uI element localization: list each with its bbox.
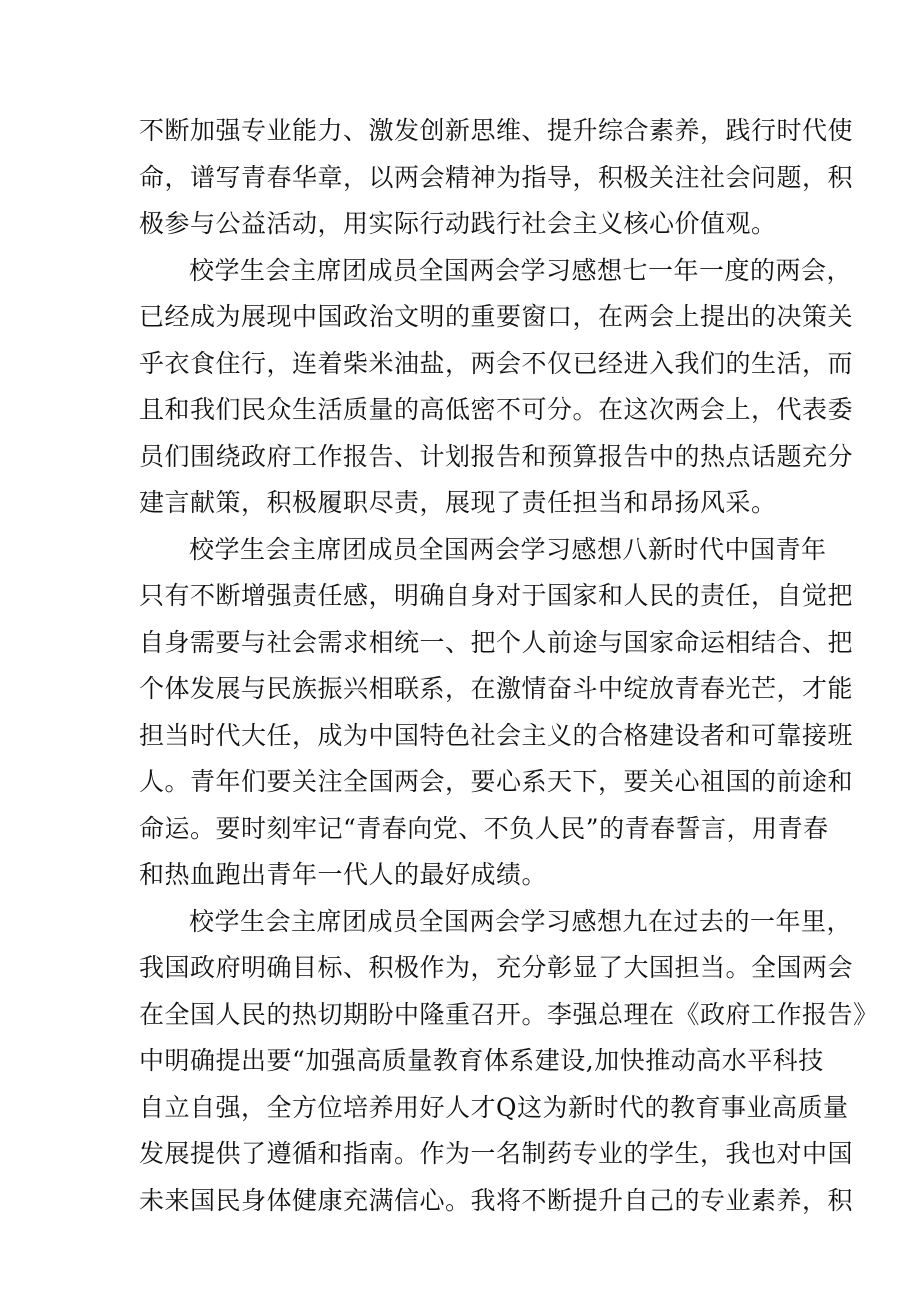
text-line: 极参与公益活动，用实际行动践行社会主义核心价值观。: [139, 209, 777, 238]
text-line: 命运。要时刻牢记“青春向党、不负人民”的青春誓言，用青春: [139, 813, 829, 843]
text-line: 校学生会主席团成员全国两会学习感想七一年一度的两会，: [189, 255, 853, 285]
body-text: [139, 108, 879, 1224]
text-line: 未来国民身体健康充满信心。我将不断提升自己的专业素养，积: [139, 1185, 854, 1215]
paragraph-3: [139, 527, 854, 899]
paragraph-1: [139, 108, 854, 248]
text-line: 自身需要与社会需求相统一、把个人前途与国家命运相结合、把: [139, 627, 854, 657]
text-line: 且和我们民众生活质量的高低密不可分。在这次两会上，代表委: [139, 395, 854, 424]
text-line: 我国政府明确目标、积极作为，充分彰显了大国担当。全国两会: [139, 953, 854, 982]
text-line: 已经成为展现中国政治文明的重要窗口，在两会上提出的决策关: [139, 302, 854, 331]
paragraph-2: [139, 248, 854, 527]
text-line: 自立自强，全方位培养用好人才Q这为新时代的教育事业高质量: [139, 1092, 849, 1122]
text-line: 只有不断增强责任感，明确自身对于国家和人民的责任，自觉把: [139, 581, 854, 610]
text-line: 建言献策，积极履职尽责，展现了责任担当和昂扬风采。: [139, 488, 777, 517]
text-line: 发展提供了遵循和指南。作为一名制药专业的学生，我也对中国: [139, 1139, 854, 1168]
text-line: 个体发展与民族振兴相联系，在激情奋斗中绽放青春光芒，才能: [139, 674, 854, 703]
text-line: 校学生会主席团成员全国两会学习感想九在过去的一年里，: [189, 906, 853, 936]
text-line: 担当时代大任，成为中国特色社会主义的合格建设者和可靠接班: [139, 720, 854, 750]
paragraph-4: [139, 899, 879, 1225]
text-line: 员们围绕政府工作报告、计划报告和预算报告中的热点话题充分: [139, 441, 854, 471]
text-line: 不断加强专业能力、激发创新思维、提升综合素养，践行时代使: [139, 116, 854, 145]
text-line: 和热血跑出青年一代人的最好成绩。: [139, 860, 548, 889]
text-line: 在全国人民的热切期盼中隆重召开。李强总理在《政府工作报告》: [139, 999, 879, 1029]
text-line: 人。青年们要关注全国两会，要心系天下，要关心祖国的前途和: [139, 767, 854, 796]
text-line: 乎衣食住行，连着柴米油盐，两会不仅已经进入我们的生活，而: [139, 348, 854, 378]
text-line: 命，谱写青春华章，以两会精神为指导，积极关注社会问题，积: [139, 162, 854, 192]
text-line: 中明确提出要“加强高质量教育体系建设,加快推动高水平科技: [139, 1046, 824, 1075]
text-line: 校学生会主席团成员全国两会学习感想八新时代中国青年: [189, 534, 827, 564]
